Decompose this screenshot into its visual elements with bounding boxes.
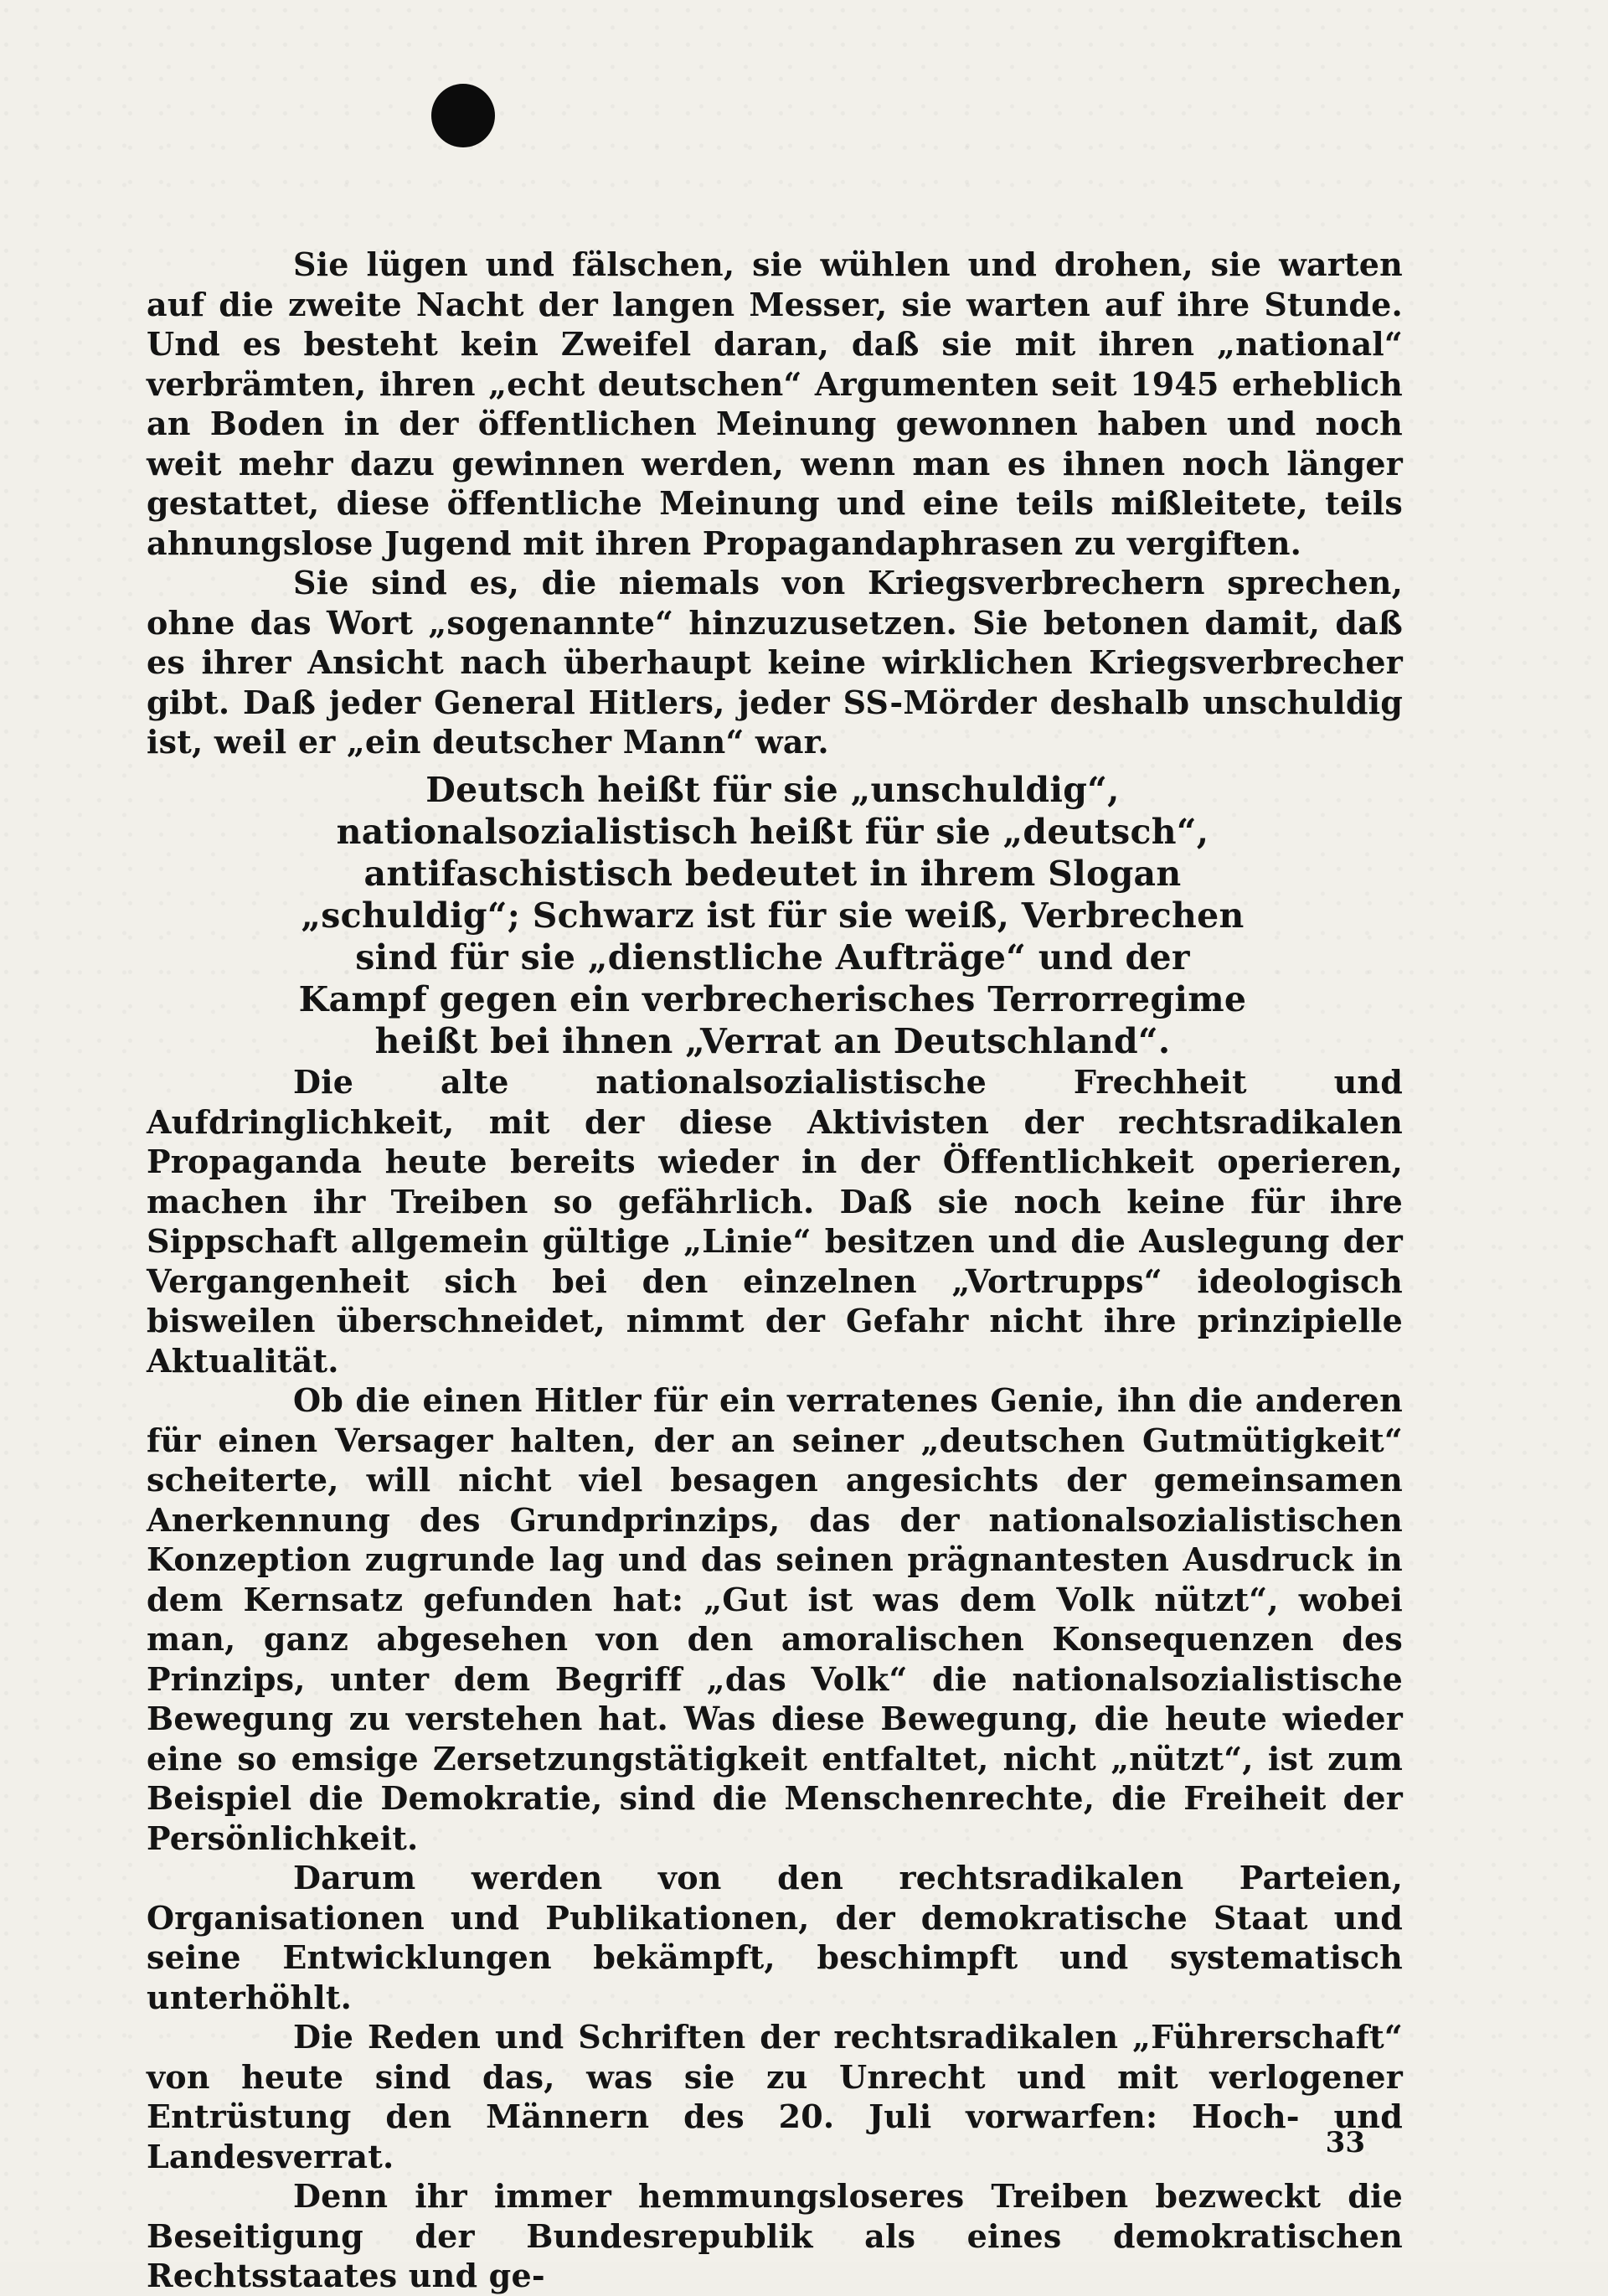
text-block-top <box>147 245 1403 762</box>
text-block-bottom <box>147 1062 1403 2296</box>
highlighted-quote <box>289 769 1256 1062</box>
page-number: 33 <box>1325 2126 1365 2159</box>
paragraph: Denn ihr immer hemmungsloseres Treiben bezweckt die Beseitigung der Bundesrepublik als eines demokratischen Rechtsstaates und ge- <box>147 2177 1403 2294</box>
paragraph: Sie sind es, die niemals von Kriegsverbrechern sprechen, ohne das Wort „sogenannte“ hinzuzusetzen. Sie betonen damit, daß es ihrer Ansicht nach überhaupt keine wirklichen Kriegsverbrecher gibt. Daß jeder General Hitlers, jeder SS-Mörder deshalb unschuldig ist, weil er „ein deutscher Mann“ war. <box>147 564 1403 761</box>
paragraph: Die alte nationalsozialistische Frechheit und Aufdringlichkeit, mit der diese Aktivisten der rechtsradikalen Propaganda heute bereits wieder in der Öffentlichkeit operieren, machen ihr Treiben so gefährlich. Daß sie noch keine für ihre Sippschaft allgemein gültige „Linie“ besitzen und die Auslegung der Vergangenheit sich bei den einzelnen „Vortrupps“ ideologisch bisweilen überschneidet, nimmt der Gefahr nicht ihre prinzipielle Aktualität. <box>147 1063 1403 1380</box>
paragraph: Ob die einen Hitler für ein verratenes Genie, ihn die anderen für einen Versager halten, der an seiner „deutschen Gutmütigkeit“ scheiterte, will nicht viel besagen angesichts der gemeinsamen Anerkennung des Grundprinzips, das der nationalsozialistischen Konzeption zugrunde lag und das seinen prägnantesten Ausdruck in dem Kernsatz gefunden hat: „Gut ist was dem Volk nützt“, wobei man, ganz abgesehen von den amoralischen Konsequenzen des Prinzips, unter dem Begriff „das Volk“ die nationalsozialistische Bewegung zu verstehen hat. Was diese Bewegung, die heute wieder eine so emsige Zersetzungstätigkeit entfaltet, nicht „nützt“, ist zum Beispiel die Demokratie, sind die Menschenrechte, die Freiheit der Persönlichkeit. <box>147 1381 1403 1857</box>
paragraph: Darum werden von den rechtsradikalen Parteien, Organisationen und Publikationen, der demokratische Staat und seine Entwicklungen bekämpft, beschimpft und systematisch unterhöhlt. <box>147 1859 1403 2016</box>
paragraph: Die Reden und Schriften der rechtsradikalen „Führerschaft“ von heute sind das, was sie zu Unrecht und mit verlogener Entrüstung den Männern des 20. Juli vorwarfen: Hoch- und Landesverrat. <box>147 2018 1403 2175</box>
quote-text: Deutsch heißt für sie „unschuldig“, nationalsozialistisch heißt für sie „deutsch“, antifaschistisch bedeutet in ihrem Slogan „schuldig“; Schwarz ist für sie weiß, Verbrechen sind für sie „dienstliche Aufträge“ und der Kampf gegen ein verbrecherisches Terrorregime heißt bei ihnen „Verrat an Deutschland“. <box>298 770 1247 1061</box>
paragraph: Sie lügen und fälschen, sie wühlen und drohen, sie warten auf die zweite Nacht der langen Messer, sie warten auf ihre Stunde. Und es besteht kein Zweifel daran, daß sie mit ihren „national“ verbrämten, ihren „echt deutschen“ Argumenten seit 1945 erheblich an Boden in der öffentlichen Meinung gewonnen haben und noch weit mehr dazu gewinnen werden, wenn man es ihnen noch länger gestattet, diese öffentliche Meinung und eine teils mißleitete, teils ahnungslose Jugend mit ihren Propagandaphrasen zu vergiften. <box>147 245 1403 562</box>
punch-hole <box>431 84 495 147</box>
